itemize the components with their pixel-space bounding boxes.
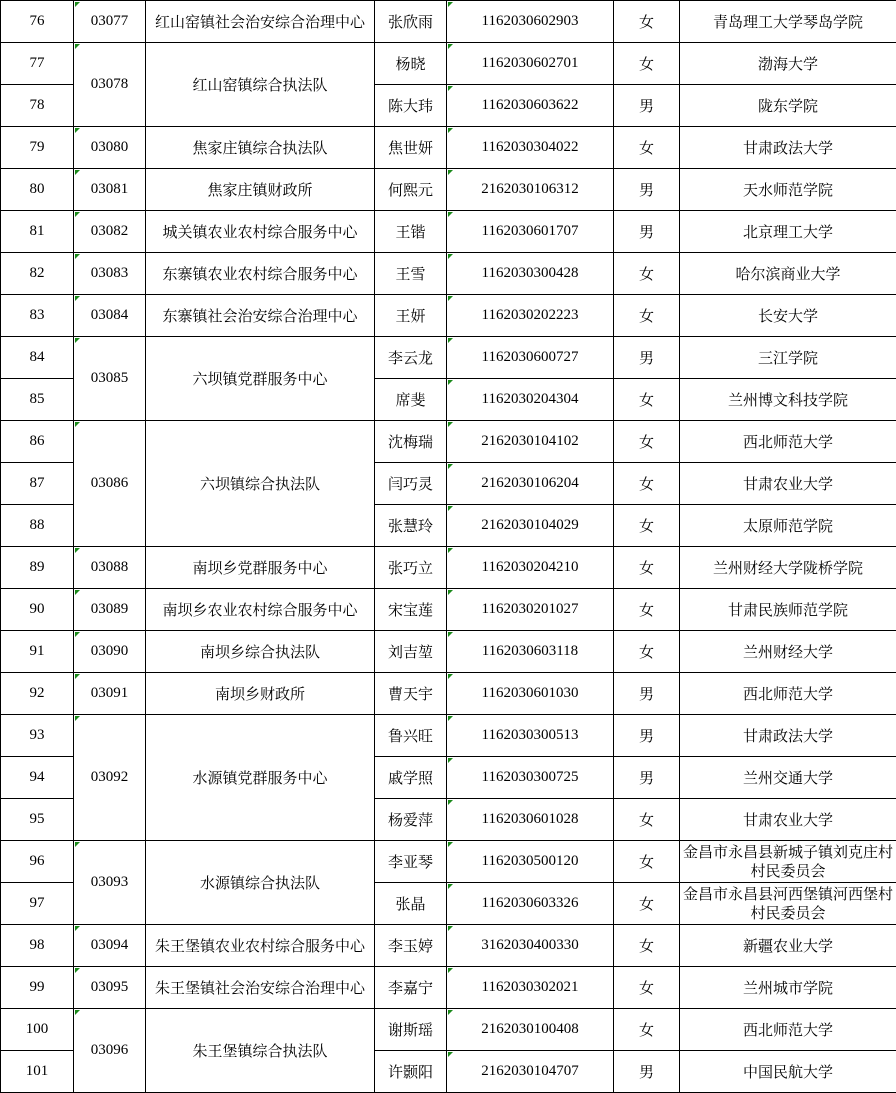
- row-number: 80: [1, 169, 74, 211]
- candidate-name: 闫巧灵: [375, 463, 447, 505]
- exam-id: 1162030603622: [447, 85, 614, 127]
- candidate-name: 沈梅瑞: [375, 421, 447, 463]
- row-number: 96: [1, 841, 74, 883]
- candidate-name: 李云龙: [375, 337, 447, 379]
- school: 长安大学: [680, 295, 896, 337]
- position-code: 03078: [74, 43, 146, 127]
- table-row: [1, 43, 896, 85]
- position-code: 03081: [74, 169, 146, 211]
- unit-name: 水源镇党群服务中心: [146, 715, 375, 841]
- row-number: 89: [1, 547, 74, 589]
- table-row: [1, 967, 896, 1009]
- exam-id: 2162030106204: [447, 463, 614, 505]
- row-number: 84: [1, 337, 74, 379]
- candidate-name: 王妍: [375, 295, 447, 337]
- table-row: [1, 337, 896, 379]
- row-number: 98: [1, 925, 74, 967]
- row-number: 79: [1, 127, 74, 169]
- table-row: [1, 295, 896, 337]
- exam-id: 1162030602903: [447, 1, 614, 43]
- gender: 男: [614, 673, 680, 715]
- row-number: 100: [1, 1009, 74, 1051]
- position-code: 03095: [74, 967, 146, 1009]
- row-number: 99: [1, 967, 74, 1009]
- exam-id: 2162030106312: [447, 169, 614, 211]
- gender: 男: [614, 169, 680, 211]
- school: 北京理工大学: [680, 211, 896, 253]
- school: 甘肃农业大学: [680, 463, 896, 505]
- position-code: 03096: [74, 1009, 146, 1093]
- unit-name: 朱王堡镇社会治安综合治理中心: [146, 967, 375, 1009]
- table-row: [1, 631, 896, 673]
- gender: 女: [614, 799, 680, 841]
- candidate-name: 王雪: [375, 253, 447, 295]
- row-number: 93: [1, 715, 74, 757]
- gender: 女: [614, 421, 680, 463]
- unit-name: 六坝镇党群服务中心: [146, 337, 375, 421]
- school: 甘肃政法大学: [680, 127, 896, 169]
- row-number: 95: [1, 799, 74, 841]
- unit-name: 焦家庄镇综合执法队: [146, 127, 375, 169]
- position-code: 03090: [74, 631, 146, 673]
- table-row: [1, 673, 896, 715]
- position-code: 03089: [74, 589, 146, 631]
- candidate-name: 何熙元: [375, 169, 447, 211]
- row-number: 77: [1, 43, 74, 85]
- exam-id: 2162030104029: [447, 505, 614, 547]
- gender: 女: [614, 925, 680, 967]
- table-row: [1, 421, 896, 463]
- row-number: 86: [1, 421, 74, 463]
- exam-id: 1162030601707: [447, 211, 614, 253]
- table-row: [1, 925, 896, 967]
- gender: 男: [614, 211, 680, 253]
- row-number: 78: [1, 85, 74, 127]
- unit-name: 南坝乡综合执法队: [146, 631, 375, 673]
- school: 西北师范大学: [680, 1009, 896, 1051]
- position-code: 03092: [74, 715, 146, 841]
- school: 西北师范大学: [680, 421, 896, 463]
- school: 新疆农业大学: [680, 925, 896, 967]
- gender: 女: [614, 295, 680, 337]
- unit-name: 焦家庄镇财政所: [146, 169, 375, 211]
- exam-id: 1162030302021: [447, 967, 614, 1009]
- gender: 女: [614, 505, 680, 547]
- row-number: 88: [1, 505, 74, 547]
- gender: 男: [614, 85, 680, 127]
- row-number: 101: [1, 1051, 74, 1093]
- gender: 女: [614, 631, 680, 673]
- candidate-name: 刘吉堃: [375, 631, 447, 673]
- exam-id: 1162030304022: [447, 127, 614, 169]
- gender: 女: [614, 883, 680, 925]
- school: 兰州财经大学: [680, 631, 896, 673]
- row-number: 76: [1, 1, 74, 43]
- row-number: 91: [1, 631, 74, 673]
- row-number: 85: [1, 379, 74, 421]
- row-number: 94: [1, 757, 74, 799]
- school: 甘肃政法大学: [680, 715, 896, 757]
- position-code: 03077: [74, 1, 146, 43]
- unit-name: 六坝镇综合执法队: [146, 421, 375, 547]
- unit-name: 朱王堡镇综合执法队: [146, 1009, 375, 1093]
- candidate-name: 宋宝莲: [375, 589, 447, 631]
- gender: 女: [614, 1009, 680, 1051]
- school: 中国民航大学: [680, 1051, 896, 1093]
- school: 陇东学院: [680, 85, 896, 127]
- exam-id: 1162030201027: [447, 589, 614, 631]
- candidate-name: 张晶: [375, 883, 447, 925]
- exam-id: 1162030204304: [447, 379, 614, 421]
- position-code: 03088: [74, 547, 146, 589]
- school: 青岛理工大学琴岛学院: [680, 1, 896, 43]
- exam-id: 1162030603118: [447, 631, 614, 673]
- candidate-name: 杨晓: [375, 43, 447, 85]
- unit-name: 南坝乡农业农村综合服务中心: [146, 589, 375, 631]
- candidate-name: 席斐: [375, 379, 447, 421]
- row-number: 90: [1, 589, 74, 631]
- candidate-name: 谢斯瑶: [375, 1009, 447, 1051]
- exam-id: 1162030600727: [447, 337, 614, 379]
- candidate-name: 陈大玮: [375, 85, 447, 127]
- gender: 女: [614, 841, 680, 883]
- position-code: 03084: [74, 295, 146, 337]
- exam-id: 1162030300428: [447, 253, 614, 295]
- gender: 男: [614, 1051, 680, 1093]
- school: 哈尔滨商业大学: [680, 253, 896, 295]
- candidate-name: 许颢阳: [375, 1051, 447, 1093]
- position-code: 03082: [74, 211, 146, 253]
- candidate-name: 李玉婷: [375, 925, 447, 967]
- candidate-name: 戚学照: [375, 757, 447, 799]
- exam-id: 1162030601030: [447, 673, 614, 715]
- school: 兰州交通大学: [680, 757, 896, 799]
- unit-name: 朱王堡镇农业农村综合服务中心: [146, 925, 375, 967]
- gender: 女: [614, 967, 680, 1009]
- exam-id: 1162030202223: [447, 295, 614, 337]
- gender: 女: [614, 547, 680, 589]
- table-row: [1, 841, 896, 883]
- school: 西北师范大学: [680, 673, 896, 715]
- gender: 男: [614, 715, 680, 757]
- unit-name: 红山窑镇社会治安综合治理中心: [146, 1, 375, 43]
- exam-id: 1162030204210: [447, 547, 614, 589]
- position-code: 03085: [74, 337, 146, 421]
- unit-name: 城关镇农业农村综合服务中心: [146, 211, 375, 253]
- table-row: [1, 211, 896, 253]
- candidate-name: 张欣雨: [375, 1, 447, 43]
- table-row: [1, 589, 896, 631]
- exam-id: 1162030603326: [447, 883, 614, 925]
- school: 兰州财经大学陇桥学院: [680, 547, 896, 589]
- unit-name: 东寨镇社会治安综合治理中心: [146, 295, 375, 337]
- unit-name: 东寨镇农业农村综合服务中心: [146, 253, 375, 295]
- row-number: 87: [1, 463, 74, 505]
- gender: 女: [614, 379, 680, 421]
- row-number: 83: [1, 295, 74, 337]
- table-row: [1, 1009, 896, 1051]
- position-code: 03094: [74, 925, 146, 967]
- school: 金昌市永昌县河西堡镇河西堡村村民委员会: [680, 883, 896, 925]
- unit-name: 红山窑镇综合执法队: [146, 43, 375, 127]
- gender: 女: [614, 253, 680, 295]
- position-code: 03083: [74, 253, 146, 295]
- exam-id: 2162030104102: [447, 421, 614, 463]
- candidate-name: 李亚琴: [375, 841, 447, 883]
- gender: 男: [614, 337, 680, 379]
- candidate-name: 王锴: [375, 211, 447, 253]
- school: 兰州城市学院: [680, 967, 896, 1009]
- table-row: [1, 127, 896, 169]
- school: 太原师范学院: [680, 505, 896, 547]
- gender: 男: [614, 757, 680, 799]
- exam-id: 1162030601028: [447, 799, 614, 841]
- exam-id: 1162030300725: [447, 757, 614, 799]
- candidate-name: 张巧立: [375, 547, 447, 589]
- gender: 女: [614, 127, 680, 169]
- gender: 女: [614, 43, 680, 85]
- school: 甘肃民族师范学院: [680, 589, 896, 631]
- candidate-name: 鲁兴旺: [375, 715, 447, 757]
- candidate-name: 张慧玲: [375, 505, 447, 547]
- table-row: [1, 253, 896, 295]
- position-code: 03080: [74, 127, 146, 169]
- school: 三江学院: [680, 337, 896, 379]
- table-row: [1, 547, 896, 589]
- school: 兰州博文科技学院: [680, 379, 896, 421]
- school: 渤海大学: [680, 43, 896, 85]
- exam-id: 2162030104707: [447, 1051, 614, 1093]
- row-number: 82: [1, 253, 74, 295]
- exam-id: 3162030400330: [447, 925, 614, 967]
- table-row: [1, 1, 896, 43]
- school: 甘肃农业大学: [680, 799, 896, 841]
- row-number: 97: [1, 883, 74, 925]
- school: 天水师范学院: [680, 169, 896, 211]
- row-number: 81: [1, 211, 74, 253]
- gender: 女: [614, 589, 680, 631]
- candidate-name: 曹天宇: [375, 673, 447, 715]
- unit-name: 水源镇综合执法队: [146, 841, 375, 925]
- candidate-name: 杨爱萍: [375, 799, 447, 841]
- row-number: 92: [1, 673, 74, 715]
- position-code: 03093: [74, 841, 146, 925]
- exam-id: 2162030100408: [447, 1009, 614, 1051]
- table-row: [1, 715, 896, 757]
- unit-name: 南坝乡党群服务中心: [146, 547, 375, 589]
- exam-id: 1162030300513: [447, 715, 614, 757]
- gender: 女: [614, 1, 680, 43]
- position-code: 03086: [74, 421, 146, 547]
- candidate-name: 李嘉宁: [375, 967, 447, 1009]
- position-code: 03091: [74, 673, 146, 715]
- candidate-name: 焦世妍: [375, 127, 447, 169]
- unit-name: 南坝乡财政所: [146, 673, 375, 715]
- exam-id: 1162030602701: [447, 43, 614, 85]
- table-row: [1, 169, 896, 211]
- exam-id: 1162030500120: [447, 841, 614, 883]
- gender: 女: [614, 463, 680, 505]
- school: 金昌市永昌县新城子镇刘克庄村村民委员会: [680, 841, 896, 883]
